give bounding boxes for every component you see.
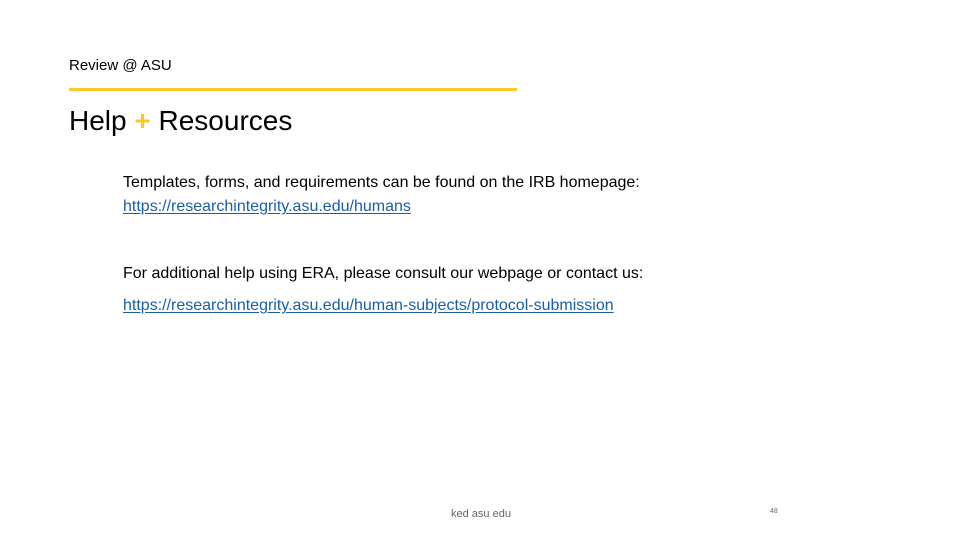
page-number: 48 (770, 508, 778, 515)
irb-homepage-paragraph (123, 171, 640, 219)
title-part-resources: Resources (158, 105, 293, 136)
slide-title (69, 105, 292, 137)
irb-homepage-text: Templates, forms, and requirements can be found on the IRB homepage: (123, 174, 640, 191)
additional-help-text: For additional help using ERA, please consult our webpage or contact us: (123, 265, 644, 282)
accent-rule (69, 88, 517, 91)
protocol-submission-paragraph (123, 294, 614, 318)
slide-eyebrow: Review @ ASU (69, 57, 172, 74)
irb-homepage-link[interactable]: https://researchintegrity.asu.edu/humans (123, 198, 411, 215)
footer-url: ked asu edu (451, 508, 511, 520)
plus-icon: + (134, 105, 151, 136)
protocol-submission-link[interactable]: https://researchintegrity.asu.edu/human-subjects/protocol-submission (123, 297, 614, 314)
title-part-help: Help (69, 105, 127, 136)
